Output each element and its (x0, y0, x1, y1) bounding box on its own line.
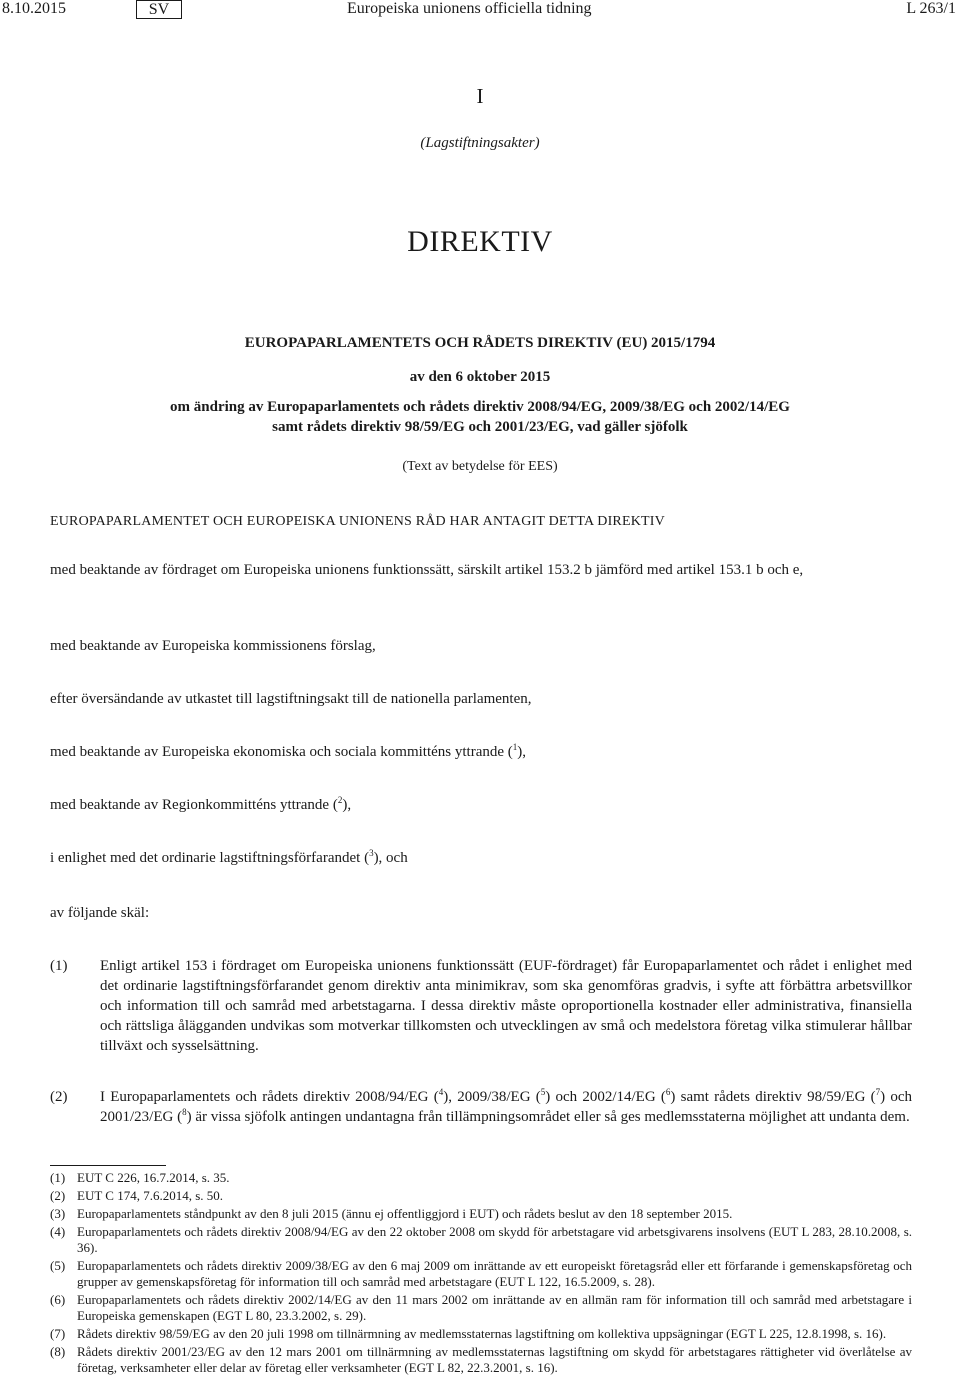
recital-number: (1) (50, 958, 68, 974)
footnote-4 (50, 1224, 912, 1256)
footnote-ref[interactable]: 4 (438, 1087, 444, 1097)
citation-text-end: ), (517, 744, 527, 760)
citation-text: i enlighet med det ordinarie lagstiftningsförfarandet ( (50, 850, 370, 866)
footnote-mark: (3) (50, 1206, 66, 1221)
directive-title: EUROPAPARLAMENTETS OCH RÅDETS DIREKTIV (EU) 2015/1794 (244, 335, 716, 351)
page-header (0, 0, 960, 20)
directive-subject-line-1: om ändring av Europaparlamentets och rådets direktiv 2008/94/EG, 2009/38/EG och 2002/14/EG (170, 399, 790, 415)
footnote-text: Europaparlamentets ståndpunkt av den 8 juli 2015 (ännu ej offentliggjord i EUT) och rådets beslut av den 18 september 2015. (77, 1206, 733, 1221)
section-numeral: I (476, 84, 484, 108)
document-type-heading: DIREKTIV (407, 225, 553, 258)
footnote-text: Europaparlamentets och rådets direktiv 2002/14/EG av den 11 mars 2002 om inrättande av en allmän ram för information till och samråd med arbetstagare i Europeiska gemenskapen (EGT L 80, 23.3.2002, s. 29). (77, 1292, 912, 1323)
directive-subject-line-2: samt rådets direktiv 98/59/EG och 2001/23/EG, vad gäller sjöfolk (272, 419, 688, 435)
footnote-divider (50, 1165, 166, 1166)
footnote-text: EUT C 174, 7.6.2014, s. 50. (77, 1188, 224, 1203)
citation-text-end: ), och (373, 850, 408, 866)
citation-text-end: ), (342, 797, 352, 813)
footnote-mark: (4) (50, 1224, 66, 1239)
footnote-mark: (7) (50, 1326, 66, 1341)
citation-eesc-opinion (50, 742, 912, 762)
footnote-text: Rådets direktiv 2001/23/EG av den 12 mars 2001 om tillnärmning av medlemsstaternas lagstiftning om skydd för arbetstagares rättigheter vid överlåtelse av företag, verksamheter eller delar av företag eller verksamheter (EGT L 82, 22.3.2001, s. 16). (77, 1344, 912, 1375)
citation-cor-opinion (50, 795, 912, 815)
directive-date: av den 6 oktober 2015 (409, 369, 551, 385)
footnote-ref[interactable]: 6 (665, 1087, 671, 1097)
footnote-6 (50, 1292, 912, 1324)
recital-text-part: ) och 2002/14/EG ( (545, 1089, 666, 1105)
publication-date: 8.10.2015 (2, 0, 66, 17)
citation-text: med beaktande av Regionkommitténs yttrande ( (50, 797, 338, 813)
footnote-mark: (5) (50, 1258, 66, 1273)
footnote-ref[interactable]: 1 (512, 742, 518, 752)
citation-text: efter översändande av utkastet till lagstiftningsakt till de nationella parlamenten, (50, 691, 532, 707)
footnote-text: Rådets direktiv 98/59/EG av den 20 juli 1998 om tillnärmning av medlemsstaternas lagstiftning om kollektiva uppsägningar (EGT L 225, 12.8.1998, s. 16). (77, 1326, 887, 1341)
language-code-box: SV (136, 0, 182, 19)
footnote-text: Europaparlamentets och rådets direktiv 2008/94/EG av den 22 oktober 2008 om skydd för arbetstagare vid arbetsgivarens insolvens (EUT L 283, 28.10.2008, s. 36). (77, 1224, 912, 1255)
footnote-5 (50, 1258, 912, 1290)
footnote-1 (50, 1170, 912, 1186)
footnote-mark: (1) (50, 1170, 66, 1185)
page-reference: L 263/1 (906, 0, 956, 17)
recital-text-part: ) är vissa sjöfolk antingen undantagna från tillämpningsområdet eller så ges medlemsstaterna möjlighet att undanta dem. (186, 1109, 910, 1125)
footnote-ref[interactable]: 7 (875, 1087, 881, 1097)
enacting-formula: EUROPAPARLAMENTET OCH EUROPEISKA UNIONENS RÅD HAR ANTAGIT DETTA DIREKTIV (50, 514, 665, 529)
citation-proposal (50, 636, 912, 656)
footnote-8 (50, 1344, 912, 1376)
recital-text-part: ) och 2001/23/EG ( (100, 1089, 912, 1125)
footnote-text: Europaparlamentets och rådets direktiv 2009/38/EG av den 6 maj 2009 om inrättande av ett europeiskt företagsråd eller ett förfarande i gemenskapsföretag och grupper av gemenskapsföretag för information till och samråd med arbetstagare (EUT L 122, 16.5.2009, s. 28). (77, 1258, 912, 1289)
footnotes (50, 1170, 912, 1378)
recitals-intro: av följande skäl: (50, 905, 150, 921)
citation-text: med beaktande av Europeiska kommissionens förslag, (50, 638, 376, 654)
recital-number: (2) (50, 1089, 68, 1105)
eea-relevance-note: (Text av betydelse för EES) (402, 459, 558, 474)
footnote-2 (50, 1188, 912, 1204)
recital-text: Enligt artikel 153 i fördraget om Europeiska unionens funktionssätt (EUF-fördraget) får Europaparlamentet och rådet i enlighet med det ordinarie lagstiftningsförfarandet genom direktiv anta minimikrav, som ska genomföras gradvis, i syfte att förbättra arbetsvillkor och information till och samråd med arbetstagarna. I dessa direktiv måste oproportionella kostnader eller administrativa, finansiella och rättsliga ålägganden undvikas som motverkar tillkomsten och utvecklingen av små och medelstora företag vilka stimulerar hållbar tillväxt och sysselsättning. (100, 958, 912, 1054)
citation-treaty (50, 560, 912, 580)
section-subtitle: (Lagstiftningsakter) (420, 135, 540, 151)
journal-title: Europeiska unionens officiella tidning (347, 0, 592, 17)
footnote-mark: (8) (50, 1344, 66, 1359)
footnote-mark: (2) (50, 1188, 66, 1203)
recital-text-part: I Europaparlamentets och rådets direktiv 2008/94/EG ( (100, 1089, 439, 1105)
footnote-ref[interactable]: 2 (337, 795, 343, 805)
footnote-ref[interactable]: 3 (369, 848, 374, 858)
recital-text-part: ) samt rådets direktiv 98/59/EG ( (670, 1089, 876, 1105)
citation-national-parliaments (50, 689, 912, 709)
footnote-ref[interactable]: 8 (182, 1107, 187, 1117)
citation-text: med beaktande av fördraget om Europeiska unionens funktionssätt, särskilt artikel 153.2 b jämförd med artikel 153.1 b och e, (50, 562, 804, 578)
footnote-mark: (6) (50, 1292, 66, 1307)
footnote-text: EUT C 226, 16.7.2014, s. 35. (77, 1170, 230, 1185)
recital-text (100, 1087, 912, 1127)
citation-text: med beaktande av Europeiska ekonomiska och sociala kommitténs yttrande ( (50, 744, 513, 760)
footnote-7 (50, 1326, 912, 1342)
footnote-3 (50, 1206, 912, 1222)
recital-text-part: ), 2009/38/EG ( (443, 1089, 541, 1105)
footnote-ref[interactable]: 5 (540, 1087, 546, 1097)
citation-procedure (50, 848, 912, 868)
